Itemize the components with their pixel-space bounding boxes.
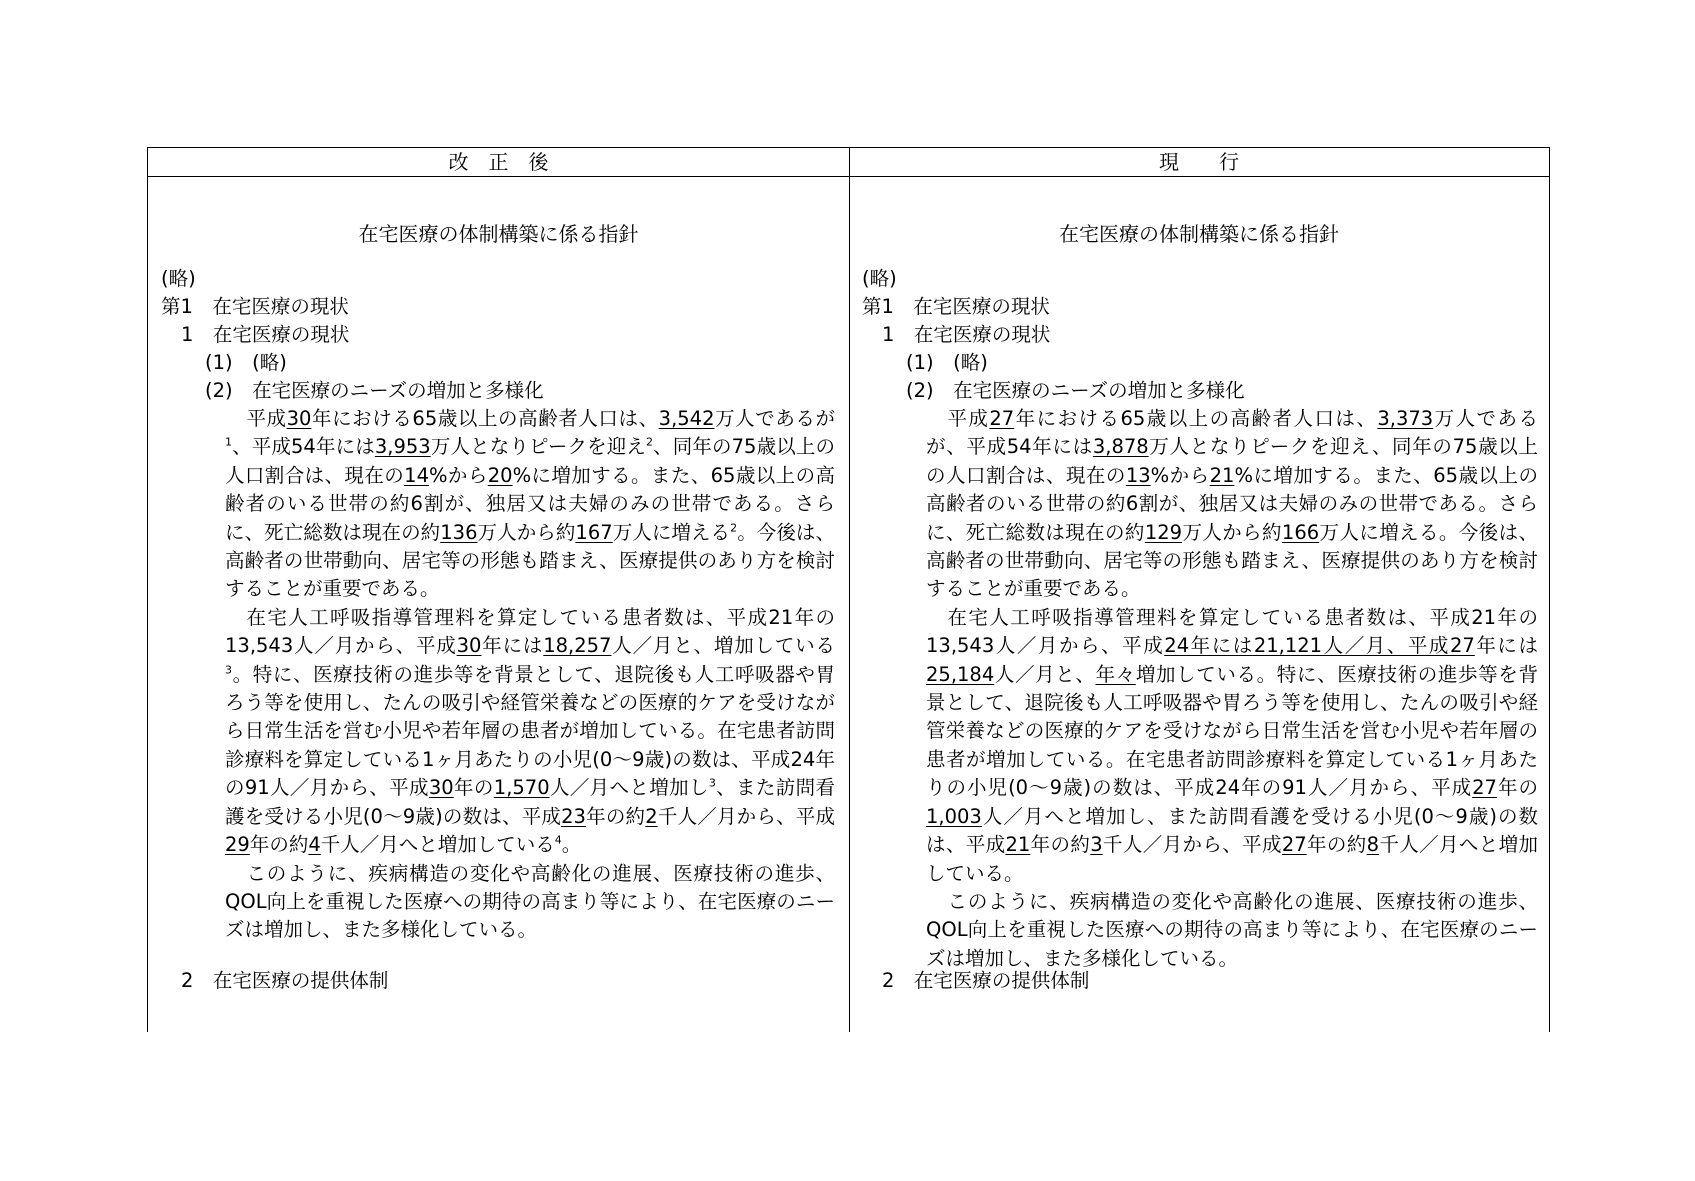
comparison-table (147, 147, 1550, 1032)
current-subsection-1-heading: 1 在宅医療の現状 (882, 323, 1051, 346)
revised-document-title: 在宅医療の体制構築に係る指針 (358, 222, 639, 246)
revised-section-1-heading: 第1 在宅医療の現状 (161, 295, 349, 318)
current-subsection-2-heading: 2 在宅医療の提供体制 (882, 969, 1090, 992)
current-document-title: 在宅医療の体制構築に係る指針 (1059, 222, 1339, 246)
current-column-header: 現 行 (849, 148, 1549, 177)
revised-column-header: 改 正 後 (148, 148, 849, 177)
revised-body-text: 平成30年における65歳以上の高齢者人口は、3,542万人であるが$^1$、平成54年には3,953万人となりピークを迎え$^2$、同年の75歳以上の人口割合は、現在の14%から20%に増加する。また、65歳以上の高齢者のいる世帯の約6割が、独居又は夫婦のみの世帯である。さらに、死亡総数は現在の約136万人から約167万人に増える$^2$。今後は、高齢者の世帯動向、居宅等の形態も踏まえ、医療提供のあり方を検討することが重要である。 在宅人工呼吸指導管理料を算定している患者数は、平成21年の13,543人／月から、平成30年には18,257人／月と、増加している$^3$。特に、医療技術の進歩等を背景として、退院後も人工呼吸器や胃ろう等を使用し、たんの吸引や経管栄養などの医療的ケアを受けながら日常生活を営む小児や若年層の患者が増加している。在宅患者訪問診療料を算定している1ヶ月あたりの小児(0～9歳)の数は、平成24年の91人／月から、平成30年の1,570人／月へと増加し$^3$、また訪問看護を受ける小児(0～9歳)の数は、平成23年の約2千人／月から、平成29年の約4千人／月へと増加している$^4$。 このように、疾病構造の変化や高齢化の進展、医療技術の進歩、QOL向上を重視した医療への期待の高まり等により、在宅医療のニーズは増加し、また多様化している。 (225, 407, 835, 942)
current-column (849, 148, 1549, 1032)
revised-item-1: (1) (略) (205, 351, 287, 374)
revised-subsection-1-heading: 1 在宅医療の現状 (181, 323, 350, 346)
current-body-text: 平成27年における65歳以上の高齢者人口は、3,373万人であるが、平成54年には3,878万人となりピークを迎え、同年の75歳以上の人口割合は、現在の13%から21%に増加する。また、65歳以上の高齢者のいる世帯の約6割が、独居又は夫婦のみの世帯である。さらに、死亡総数は現在の約129万人から約166万人に増える。今後は、高齢者の世帯動向、居宅等の形態も踏まえ、医療提供のあり方を検討することが重要である。 在宅人工呼吸指導管理料を算定している患者数は、平成21年の13,543人／月から、平成24年には21,121人／月、平成27年には25,184人／月と、年々増加している。特に、医療技術の進歩等を背景として、退院後も人工呼吸器や胃ろう等を使用し、たんの吸引や経管栄養などの医療的ケアを受けながら日常生活を営む小児や若年層の患者が増加している。在宅患者訪問診療料を算定している1ヶ月あたりの小児(0～9歳)の数は、平成24年の91人／月から、平成27年の1,003人／月へと増加し、また訪問看護を受ける小児(0～9歳)の数は、平成21年の約3千人／月から、平成27年の約8千人／月へと増加している。 このように、疾病構造の変化や高齢化の進展、医療技術の進歩、QOL向上を重視した医療への期待の高まり等により、在宅医療のニーズは増加し、また多様化している。 (926, 407, 1538, 970)
revised-column (148, 148, 850, 1032)
current-abbr-note: (略) (862, 267, 897, 290)
current-section-1-heading: 第1 在宅医療の現状 (862, 295, 1050, 318)
current-item-1: (1) (略) (906, 351, 988, 374)
current-item-2-heading: (2) 在宅医療のニーズの増加と多様化 (906, 379, 1245, 402)
revised-item-2-heading: (2) 在宅医療のニーズの増加と多様化 (205, 379, 544, 402)
revised-abbr-note: (略) (161, 267, 196, 290)
revised-subsection-2-heading: 2 在宅医療の提供体制 (181, 969, 389, 992)
